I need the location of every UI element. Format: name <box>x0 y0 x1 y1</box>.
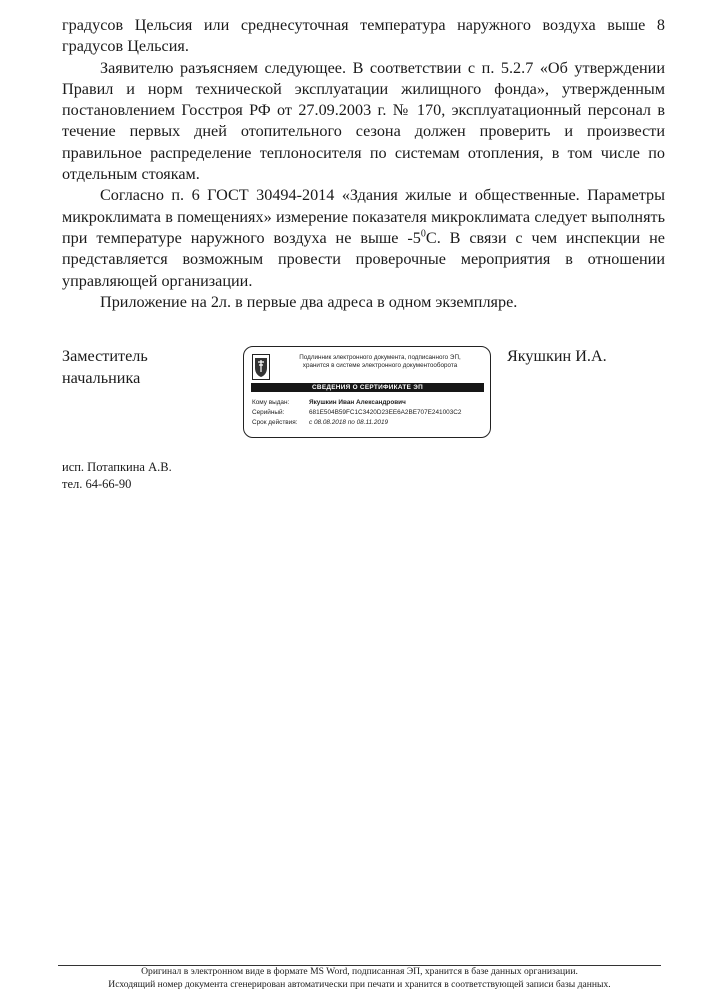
executor-info <box>62 459 172 493</box>
serial-value: 681E504B59FC1C3420D23EE6A2BE707E241003C2 <box>309 409 462 416</box>
validity-value: с 08.08.2018 по 08.11.2019 <box>309 419 389 426</box>
serial-label: Серийный: <box>252 409 285 416</box>
signatory-name: Якушкин И.А. <box>507 347 607 365</box>
executor-name: исп. Потапкина А.В. <box>62 460 172 474</box>
certificate-header: СВЕДЕНИЯ О СЕРТИФИКАТЕ ЭП <box>251 383 484 392</box>
stamp-serial-row <box>252 409 461 417</box>
executor-phone: тел. 64-66-90 <box>62 477 132 491</box>
signatory-position-line2: начальника <box>62 369 141 387</box>
letter-body <box>62 15 665 313</box>
paragraph-attachment: Приложение на 2л. в первые два адреса в одном экземпляре. <box>100 292 518 311</box>
paragraph-gost-text-start: Согласно п. 6 ГОСТ 30494-2014 «Здания жилые и общественные. Параметры микроклимата в помещениях» измерение показателя микроклимата следует выполнять при температуре наружного воздуха не выше -5 <box>62 186 665 247</box>
validity-label: Срок действия: <box>252 419 298 426</box>
issued-to-label: Кому выдан: <box>252 399 290 406</box>
degree-superscript: 0 <box>420 228 426 240</box>
footer-line2: Исходящий номер документа сгенерирован автоматически при печати и хранится в соответствующей записи базы данных. <box>108 978 611 990</box>
signatory-position-line1: Заместитель <box>62 347 148 365</box>
signatory-position <box>62 345 148 389</box>
stamp-issued-to-row <box>252 399 406 407</box>
paragraph-explanation: Заявителю разъясняем следующее. В соответствии с п. 5.2.7 «Об утверждении Правил и норм технической эксплуатации жилищного фонда», утвержденным постановлением Госстроя РФ от 27.09.2003 г. № 170, эксплуатационный персонал в течение первых дней отопительного сезона должен проверить и произвести правильное распределение теплоносителя по системам отопления, в том числе по отдельным стоякам. <box>62 58 665 184</box>
electronic-signature-stamp <box>243 346 491 438</box>
footer-line1: Оригинал в электронном виде в формате MS Word, подписанная ЭП, хранится в базе данных организации. <box>141 966 578 977</box>
stamp-original-line2: хранится в системе электронного документооборота <box>302 362 458 369</box>
paragraph-gost <box>62 185 665 291</box>
coat-of-arms-icon <box>252 354 270 380</box>
stamp-original-line1: Подлинник электронного документа, подписанного ЭП, <box>299 354 461 361</box>
stamp-original-notice <box>274 354 486 370</box>
paragraph-gost-text-end: С. В связи с чем инспекции не представляется возможным провести проверочные мероприятия в отношении управляющей организации. <box>62 228 665 290</box>
issued-to-value: Якушкин Иван Александрович <box>309 399 406 406</box>
paragraph-temperature-condition: градусов Цельсия или среднесуточная температура наружного воздуха выше 8 градусов Цельсия. <box>62 16 665 56</box>
footer-note <box>58 966 661 991</box>
stamp-validity-row <box>252 419 388 427</box>
